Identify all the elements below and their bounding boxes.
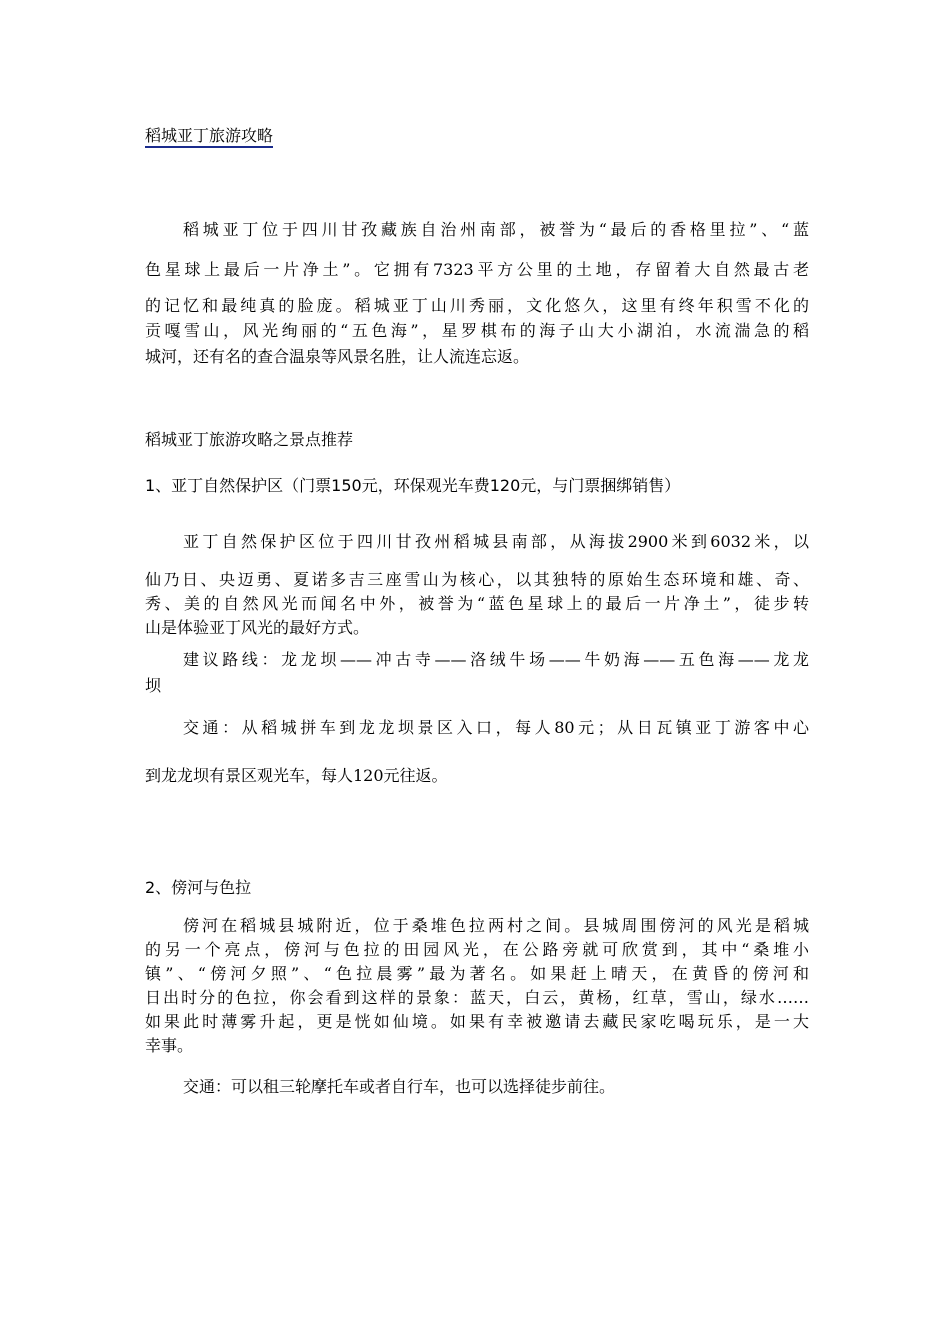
spot2-desc-line: 日出时分的色拉，你会看到这样的景象：蓝天，白云，黄杨，红草，雪山，绿水…… (145, 988, 809, 1007)
spot2-traffic-line: 交通：可以租三轮摩托车或者自行车，也可以选择徒步前往。 (183, 1077, 616, 1096)
intro-line: 贡嘎雪山，风光绚丽的“五色海”，星罗棋布的海子山大小湖泊，水流湍急的稻 (145, 321, 809, 340)
spot2-desc-line: 如果此时薄雾升起，更是恍如仙境。如果有幸被邀请去藏民家吃喝玩乐，是一大 (145, 1012, 809, 1031)
spot1-heading: 1、亚丁自然保护区（门票150元，环保观光车费120元，与门票捆绑销售） (145, 476, 681, 495)
spot2-desc-line: 的另一个亮点，傍河与色拉的田园风光，在公路旁就可欣赏到，其中“桑堆小 (145, 940, 809, 959)
intro-line: 稻城亚丁位于四川甘孜藏族自治州南部，被誉为“最后的香格里拉”、“蓝 (183, 220, 809, 239)
spot2-traffic (145, 1075, 809, 1099)
spot2-description (145, 914, 809, 1058)
spot2-desc-line: 镇”、“傍河夕照”、“色拉晨雾”最为著名。如果赶上晴天，在黄昏的傍河和 (145, 964, 809, 983)
intro-line: 城河，还有名的查合温泉等风景名胜，让人流连忘返。 (145, 347, 530, 366)
spot1-desc-line: 仙乃日、央迈勇、夏诺多吉三座雪山为核心，以其独特的原始生态环境和雄、奇、 (145, 570, 809, 589)
spot2-desc-line: 幸事。 (145, 1036, 194, 1055)
intro-paragraph (145, 216, 809, 370)
spot1-desc-line: 秀、美的自然风光而闻名中外，被誉为“蓝色星球上的最后一片净土”，徒步转 (145, 594, 809, 613)
intro-line: 色星球上最后一片净土”。它拥有7323平方公里的土地，存留着大自然最古老 (145, 260, 809, 279)
spot1-route-line: 建议路线：龙龙坝——冲古寺——洛绒牛场——牛奶海——五色海——龙龙 (183, 650, 809, 669)
spot1-desc-line: 亚丁自然保护区位于四川甘孜州稻城县南部，从海拔2900米到6032米，以 (183, 532, 809, 551)
title-link[interactable]: 稻城亚丁旅游攻略 (145, 126, 273, 148)
spot1-desc-line: 山是体验亚丁风光的最好方式。 (145, 618, 370, 637)
spot1-route (145, 647, 809, 699)
spot1-route-line: 坝 (145, 676, 162, 695)
spot1-traffic (145, 714, 809, 790)
spot1-description (145, 528, 809, 640)
intro-line: 的记忆和最纯真的脸庞。稻城亚丁山川秀丽，文化悠久，这里有终年积雪不化的 (145, 296, 809, 315)
spot1-traffic-line: 交通：从稻城拼车到龙龙坝景区入口，每人80元；从日瓦镇亚丁游客中心 (183, 718, 809, 737)
spot2-desc-line: 傍河在稻城县城附近，位于桑堆色拉两村之间。县城周围傍河的风光是稻城 (183, 916, 809, 935)
section-heading: 稻城亚丁旅游攻略之景点推荐 (145, 430, 354, 449)
spot2-heading: 2、傍河与色拉 (145, 878, 252, 897)
spot1-traffic-line: 到龙龙坝有景区观光车，每人120元往返。 (145, 766, 448, 785)
